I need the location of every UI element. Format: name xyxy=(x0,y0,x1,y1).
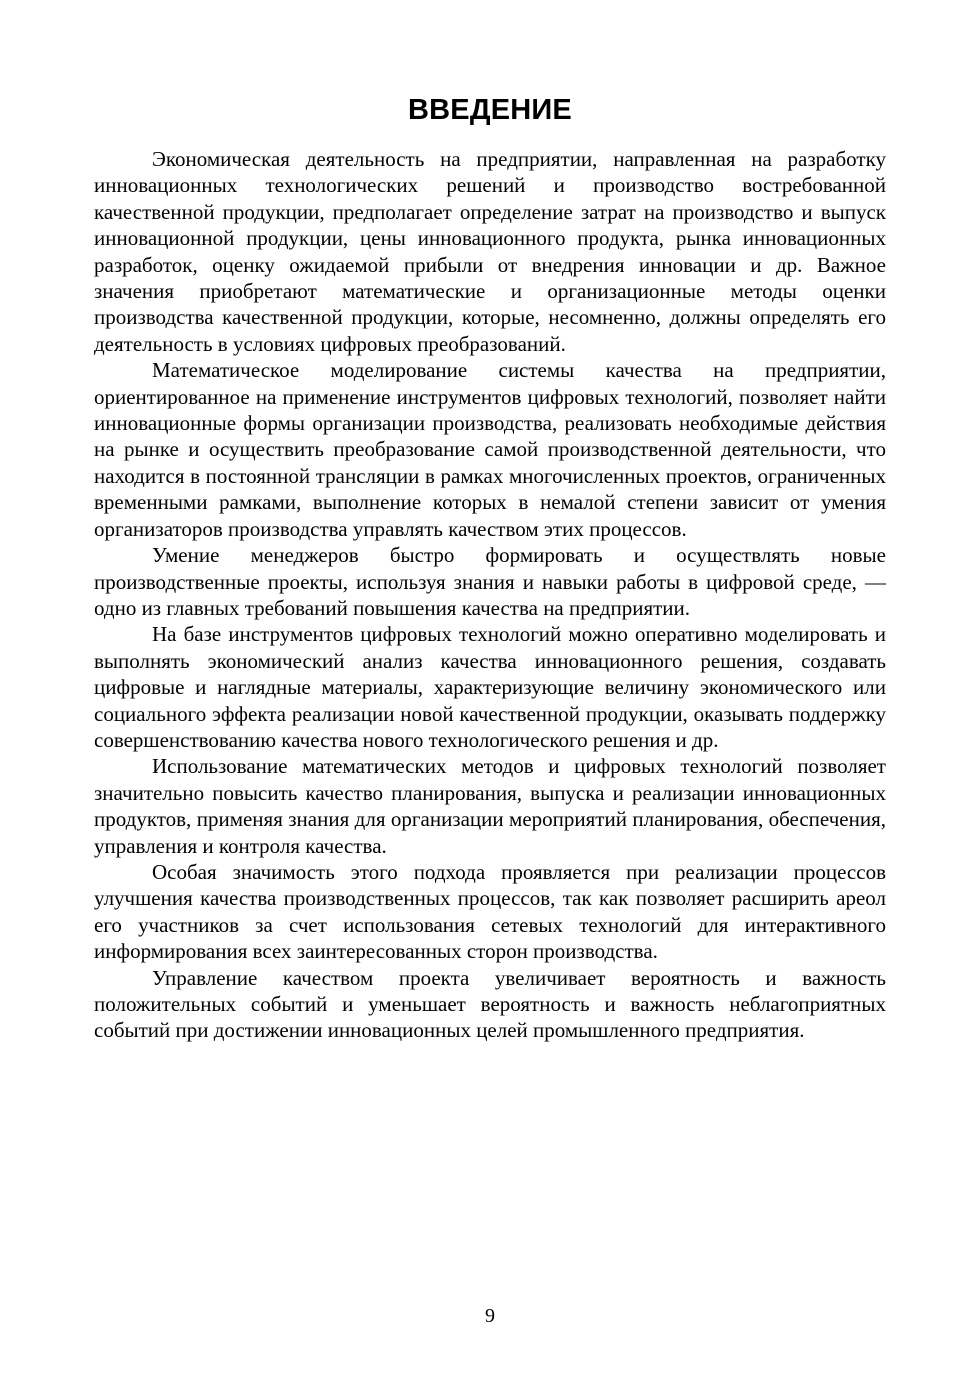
page-content xyxy=(94,88,886,1044)
paragraph-1: Экономическая деятельность на предприятии, направленная на разработку инновационных технологических решений и производство востребованной качественной продукции, предполагает определение затрат на производство и выпуск инновационной продукции, цены инновационного продукта, рынка инновационных разработок, оценку ожидаемой прибыли от внедрения инновации и др. Важное значения приобретают математические и организационные методы оценки производства качественной продукции, которые, несомненно, должны определять его деятельность в условиях цифровых преобразований. xyxy=(94,147,886,356)
page-number: 9 xyxy=(485,1305,495,1327)
paragraph-3: Умение менеджеров быстро формировать и осуществлять новые производственные проекты, используя знания и навыки работы в цифровой среде, — одно из главных требований повышения качества на предприятии. xyxy=(94,543,886,620)
paragraph-6: Особая значимость этого подхода проявляется при реализации процессов улучшения качества производственных процессов, так как позволяет расширить ареол его участников за счет использования сетевых технологий для интерактивного информирования всех заинтересованных сторон производства. xyxy=(94,859,886,964)
paragraph-7: Управление качеством проекта увеличивает вероятность и важность положительных событий и уменьшает вероятность и важность неблагоприятных событий при достижении инновационных целей промышленного предприятия. xyxy=(94,965,886,1043)
page-title: ВВЕДЕНИЕ xyxy=(408,94,572,126)
paragraph-2: Математическое моделирование системы качества на предприятии, ориентированное на применение инструментов цифровых технологий, позволяет найти инновационные формы организации производства, реализовать необходимые действия на рынке и осуществить преобразование самой производственной деятельности, что находится в постоянной трансляции в рамках многочисленных проектов, ограниченных временными рамками, выполнение которых в немалой степени зависит от умения организаторов производства управлять качеством этих процессов. xyxy=(94,358,886,541)
paragraph-4: На базе инструментов цифровых технологий можно оперативно моделировать и выполнять экономический анализ качества инновационного решения, создавать цифровые и наглядные материалы, характеризующие величину экономического или социального эффекта реализации новой качественной продукции, оказывать поддержку совершенствованию качества нового технологического решения и др. xyxy=(94,622,886,752)
paragraph-5: Использование математических методов и цифровых технологий позволяет значительно повысить качество планирования, выпуска и реализации инновационных продуктов, применяя знания для организации мероприятий планирования, обеспечения, управления и контроля качества. xyxy=(94,754,886,858)
